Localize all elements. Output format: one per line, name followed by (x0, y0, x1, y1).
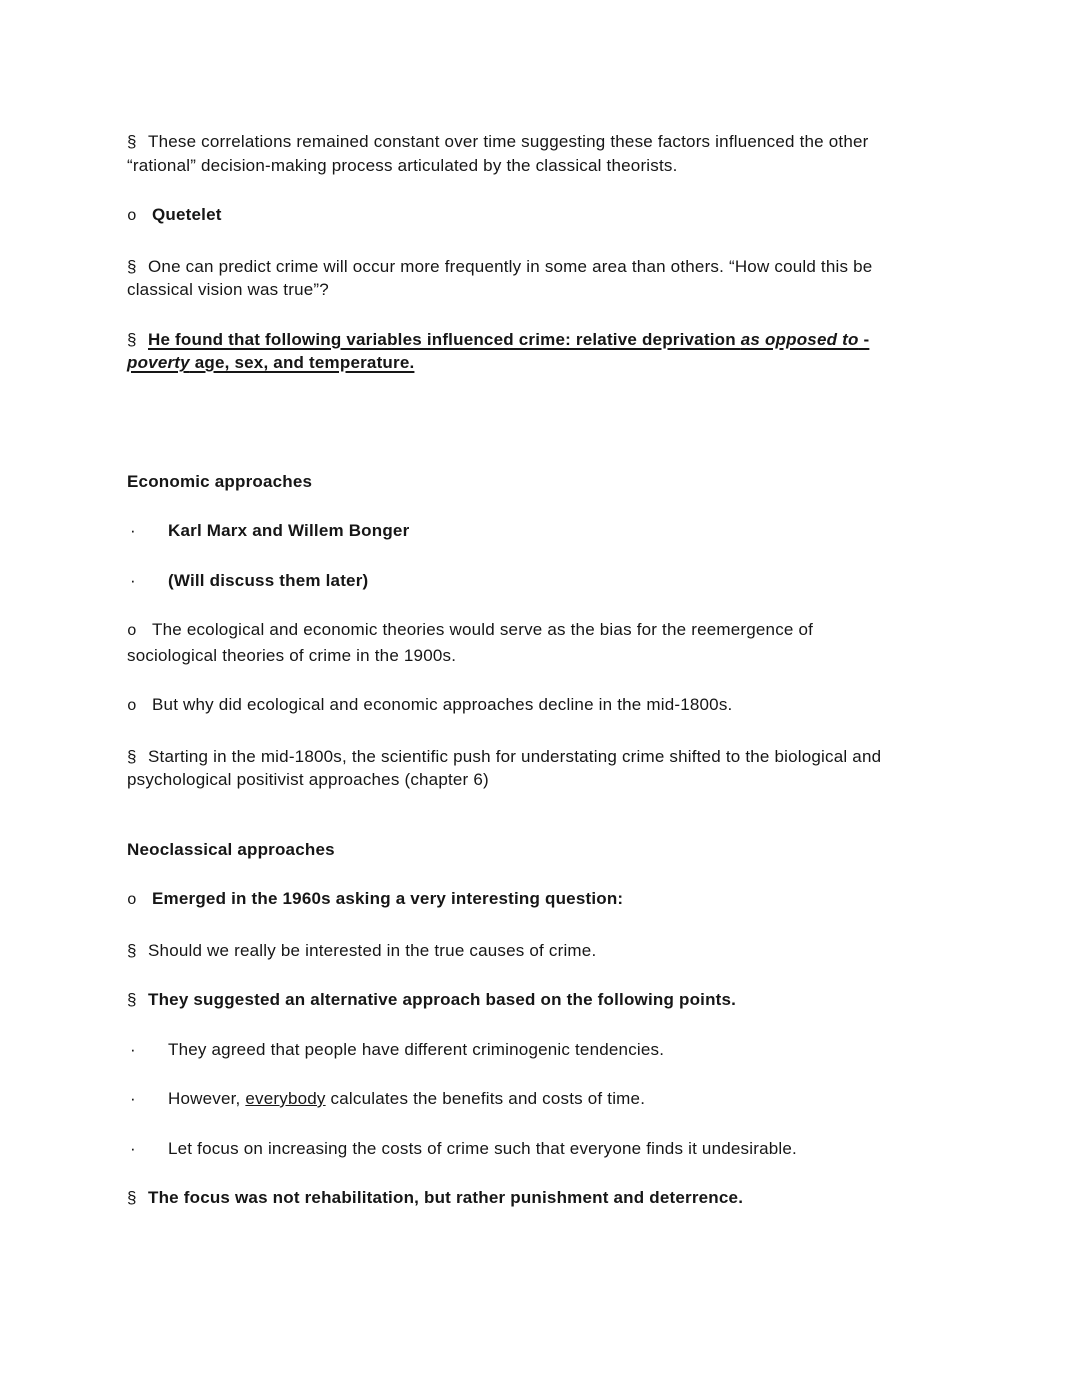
bullet-should-we-really (127, 939, 972, 963)
list-marker: § (127, 329, 137, 349)
text-segment: One can predict crime will occur more frequently in some area than others. “How could this be (148, 256, 873, 276)
text-segment: These correlations remained constant over time suggesting these factors influenced the other (148, 132, 869, 151)
text-segment: Starting in the mid-1800s, the scientific push for understating crime shifted to the biological and (148, 746, 882, 766)
bullet-ecological-economic-theories (127, 618, 972, 667)
text-segment: The ecological and economic theories would serve as the bias for the reemergence of (152, 620, 814, 639)
list-marker: o (127, 697, 137, 715)
bullet-punishment-deterrence (127, 1186, 972, 1210)
bullet-starting-mid-1800s (127, 745, 972, 792)
paragraph-text (127, 747, 881, 790)
paragraph-text (127, 257, 872, 300)
list-marker: § (127, 256, 137, 276)
bullet-karl-marx-willem-bonger (127, 519, 972, 543)
bullet-why-decline (127, 693, 972, 719)
text-segment: calculates the benefits and costs of time. (325, 1089, 646, 1108)
text-segment: everybody (245, 1089, 326, 1108)
paragraph-text (168, 571, 368, 590)
bullet-one-can-predict (127, 255, 972, 302)
list-marker: § (127, 940, 137, 960)
paragraph-text (148, 1188, 743, 1207)
bullet-will-discuss-later (127, 569, 972, 593)
text-segment: psychological positivist approaches (chapter 6) (127, 770, 489, 789)
list-marker: § (127, 132, 137, 151)
paragraph-text (148, 941, 596, 960)
paragraph-text (127, 840, 335, 859)
paragraph-text (152, 889, 623, 908)
list-marker: · (130, 570, 136, 590)
list-marker: o (127, 891, 137, 909)
paragraph-text (148, 990, 736, 1009)
paragraph-text (127, 620, 813, 665)
list-marker: § (127, 1188, 137, 1207)
text-segment: Quetelet (152, 205, 222, 224)
text-segment: age, sex, and temperature. (189, 353, 415, 372)
list-marker: · (130, 1039, 136, 1059)
text-segment: But why did ecological and economic approaches decline in the mid-1800s. (152, 695, 733, 714)
text-segment: “rational” decision-making process articulated by the classical theorists. (127, 155, 678, 175)
text-segment: However, (168, 1089, 246, 1108)
heading-economic-approaches (127, 470, 972, 494)
bullet-he-found-variables (127, 328, 972, 375)
bullet-alternative-approach (127, 988, 972, 1012)
bullet-quetelet (127, 203, 972, 229)
text-segment: classical vision was true”? (127, 280, 329, 299)
bullet-let-focus (127, 1137, 972, 1161)
text-segment: (Will discuss them later) (168, 570, 369, 590)
text-segment: Let focus on increasing the costs of crime such that everyone finds it undesirable. (168, 1138, 797, 1158)
list-marker: § (127, 990, 137, 1009)
text-segment: Economic approaches (127, 471, 313, 491)
text-segment: Emerged in the 1960s asking a very interesting question: (152, 889, 624, 908)
bullet-criminogenic-tendencies (127, 1038, 972, 1062)
document-content (127, 130, 972, 1210)
text-segment: Karl Marx and Willem Bonger (168, 521, 410, 540)
paragraph-text (168, 1040, 664, 1059)
text-segment: sociological theories of crime in the 1900s. (127, 645, 457, 665)
paragraph-text (152, 205, 222, 224)
list-marker: · (130, 521, 136, 540)
list-marker: § (127, 746, 137, 766)
text-segment: - (858, 329, 870, 349)
text-segment: They suggested an alternative approach based on the following points. (148, 990, 737, 1009)
heading-neoclassical-approaches (127, 838, 972, 862)
paragraph-text (168, 521, 409, 540)
bullet-these-correlations (127, 130, 972, 177)
paragraph-text (127, 132, 869, 175)
paragraph-text (152, 695, 732, 714)
text-segment: as opposed to (740, 329, 859, 349)
paragraph-text (127, 472, 312, 491)
bullet-emerged-1960s (127, 887, 972, 913)
text-segment: They agreed that people have different criminogenic tendencies. (168, 1039, 665, 1059)
text-segment: He found that following variables influenced crime: relative deprivation (148, 329, 741, 349)
text-segment: The focus was not rehabilitation, but rather punishment and deterrence. (148, 1188, 744, 1207)
text-segment: Neoclassical approaches (127, 839, 335, 859)
list-marker: o (127, 622, 137, 640)
text-segment: Should we really be interested in the true causes of crime. (148, 940, 597, 960)
bullet-however-everybody (127, 1087, 972, 1111)
paragraph-text (168, 1139, 797, 1158)
list-marker: · (130, 1138, 136, 1158)
paragraph-text (168, 1089, 645, 1108)
paragraph-text (127, 330, 869, 373)
text-segment: poverty (127, 353, 190, 372)
list-marker: o (127, 207, 137, 225)
list-marker: · (130, 1089, 136, 1108)
